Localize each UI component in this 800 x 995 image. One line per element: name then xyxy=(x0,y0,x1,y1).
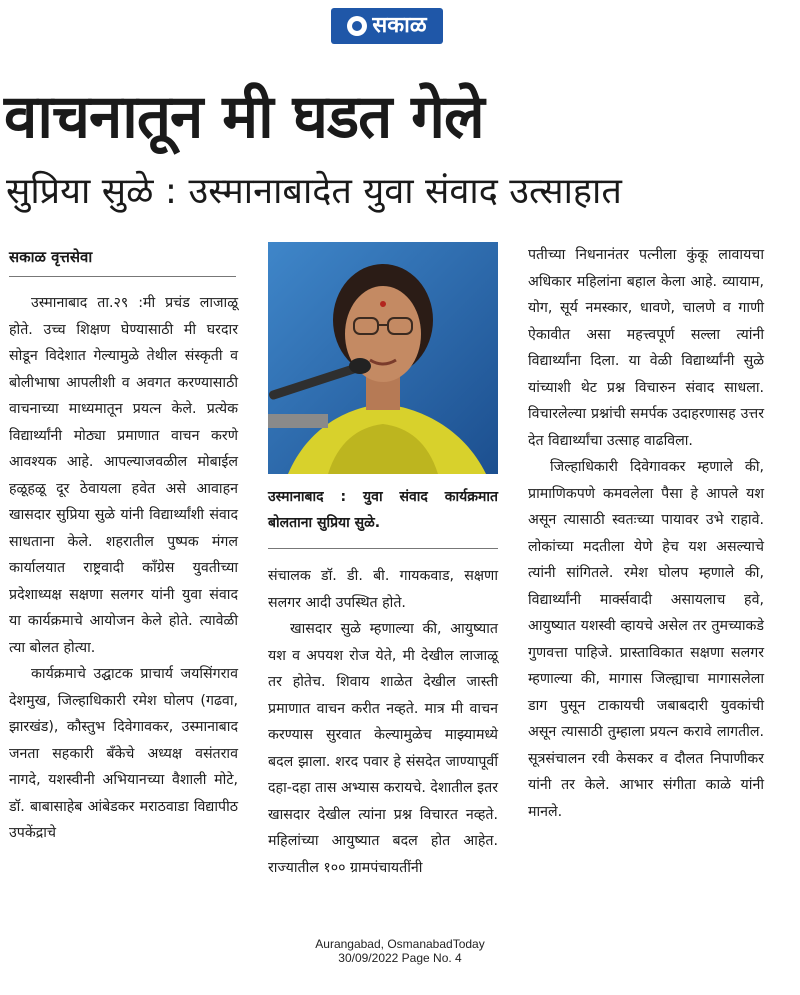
article-photo xyxy=(268,242,498,474)
paragraph: जिल्हाधिकारी दिवेगावकर म्हणाले की, प्रामाणिकपणे कमवलेला पैसा हे आपले यश असून त्यासाठी स्वतःच्या पायावर उभे राहावे. लोकांच्या मदतीला येणे हेच यश असल्याचे त्यांनी सांगितले. रमेश घोलप म्हणाले की, विद्यार्थ्यांनी मार्क्सवादी असायलाच हवे, आयुष्यात यशस्वी व्हायचे असेल तर तुमच्याकडे गुणवत्ता पाहिजे. प्रास्ताविकात सक्षणा सलगर म्हणाल्या की, मागास जिल्ह्याचा मागासलेला डाग पुसून टाकायची जबाबदारी युवकांची असून त्यासाठी तुम्हाला प्रयत्न करावे लागतील. सूत्रसंचालन रवी केसकर व दौलत निपाणीकर यांनी तर केले. आभार संगीता काळे यांनी मानले. xyxy=(528,459,764,820)
caption-divider xyxy=(268,548,498,549)
paragraph: पतीच्या निधनानंतर पत्नीला कुंकू लावायचा अधिकार महिलांना बहाल केला आहे. व्यायाम, योग, सूर्य नमस्कार, धावणे, चालणे व गाणी ऐकावीत असा महत्त्वपूर्ण सल्ला त्यांनी विद्यार्थ्यांना दिला. या वेळी विद्यार्थ्यांनी सुळे यांच्याशी थेट प्रश्न विचारुन संवाद साधला. विचारलेल्या प्रश्नांची समर्पक उदाहरणासह उत्तर देत विद्यार्थ्यांचा उत्साह वाढविला. xyxy=(528,247,764,449)
subheadline: सुप्रिया सुळे : उस्मानाबादेत युवा संवाद उत्साहात xyxy=(6,171,622,212)
logo-text: सकाळ xyxy=(372,13,427,38)
footer-date-page: 30/09/2022 Page No. 4 xyxy=(338,951,462,965)
footer-edition: Aurangabad, OsmanabadToday xyxy=(315,937,485,951)
article-column-1 xyxy=(9,290,238,847)
paragraph: उस्मानाबाद ता.२९ :मी प्रचंड लाजाळू होते. उच्च शिक्षण घेण्यासाठी मी घरदार सोडून विदेशात गेल्यामुळे तेथील संस्कृती व बोलीभाषा आपलीशी व अवगत करण्यासाठी वाचनाच्या माध्यमातून प्रयत्न केले. प्रत्येक विद्यार्थ्यांनी मोठ्या प्रमाणात वाचन करणे आवश्यक आहे. आपल्याजवळील मोबाईल हळूहळू दूर ठेवायला हवेत असे आवाहन खासदार सुप्रिया सुळे यांनी विद्यार्थ्यांशी संवाद साधताना केले. शहरातील पुष्पक मंगल कार्यालयात राष्ट्रवादी कॉंग्रेस युवतीच्या प्रदेशाध्यक्ष सक्षणा सलगर यांनी युवा संवाद या कार्यक्रमाचे आयोजन केले होते. त्यावेळी त्या बोलत होत्या. xyxy=(9,295,238,656)
article-column-2 xyxy=(268,563,498,881)
paragraph: खासदार सुळे म्हणाल्या की, आयुष्यात यश व अपयश रोज येते, मी देखील लाजाळू तर होतेच. शिवाय शाळेत देखील जास्ती प्रमाणात वाचन करीत नव्हते. मात्र मी वाचन करण्यास सुरवात केल्यामुळेच माझ्यामध्ये बदल झाला. शरद पवार हे संसदेत जाण्यापूर्वी दहा-दहा तास अभ्यास करायचे. देशातील इतर खासदार देखील त्यांना प्रश्न विचारत नव्हते. महिलांच्या आयुष्यात बदल होत आहेत. राज्यातील १०० ग्रामपंचायतींनी xyxy=(268,621,498,876)
logo-emblem-icon xyxy=(347,16,367,36)
speaker-photo-illustration xyxy=(268,242,498,474)
newspaper-logo xyxy=(331,8,443,44)
article-column-3 xyxy=(528,242,764,825)
headline: वाचनातून मी घडत गेले xyxy=(4,82,484,152)
paragraph: संचालक डॉ. डी. बी. गायकवाड, सक्षणा सलगर आदी उपस्थित होते. xyxy=(268,568,498,611)
photo-caption: उस्मानाबाद : युवा संवाद कार्यक्रमात बोलताना सुप्रिया सुळे. xyxy=(268,489,498,531)
page-footer xyxy=(200,937,600,965)
paragraph: कार्यक्रमाचे उद्घाटक प्राचार्य जयसिंगराव देशमुख, जिल्हाधिकारी रमेश घोलप (गढवा, झारखंड), कौस्तुभ दिवेगावकर, उस्मानाबाद जनता सहकारी बँकेचे अध्यक्ष वसंतराव नागदे, यशस्वीनी अभियानच्या वैशाली मोटे, डॉ. बाबासाहेब आंबेडकर मराठवाडा विद्यापीठ उपकेंद्राचे xyxy=(9,666,238,841)
byline-divider xyxy=(9,276,236,277)
byline: सकाळ वृत्तसेवा xyxy=(9,248,93,266)
